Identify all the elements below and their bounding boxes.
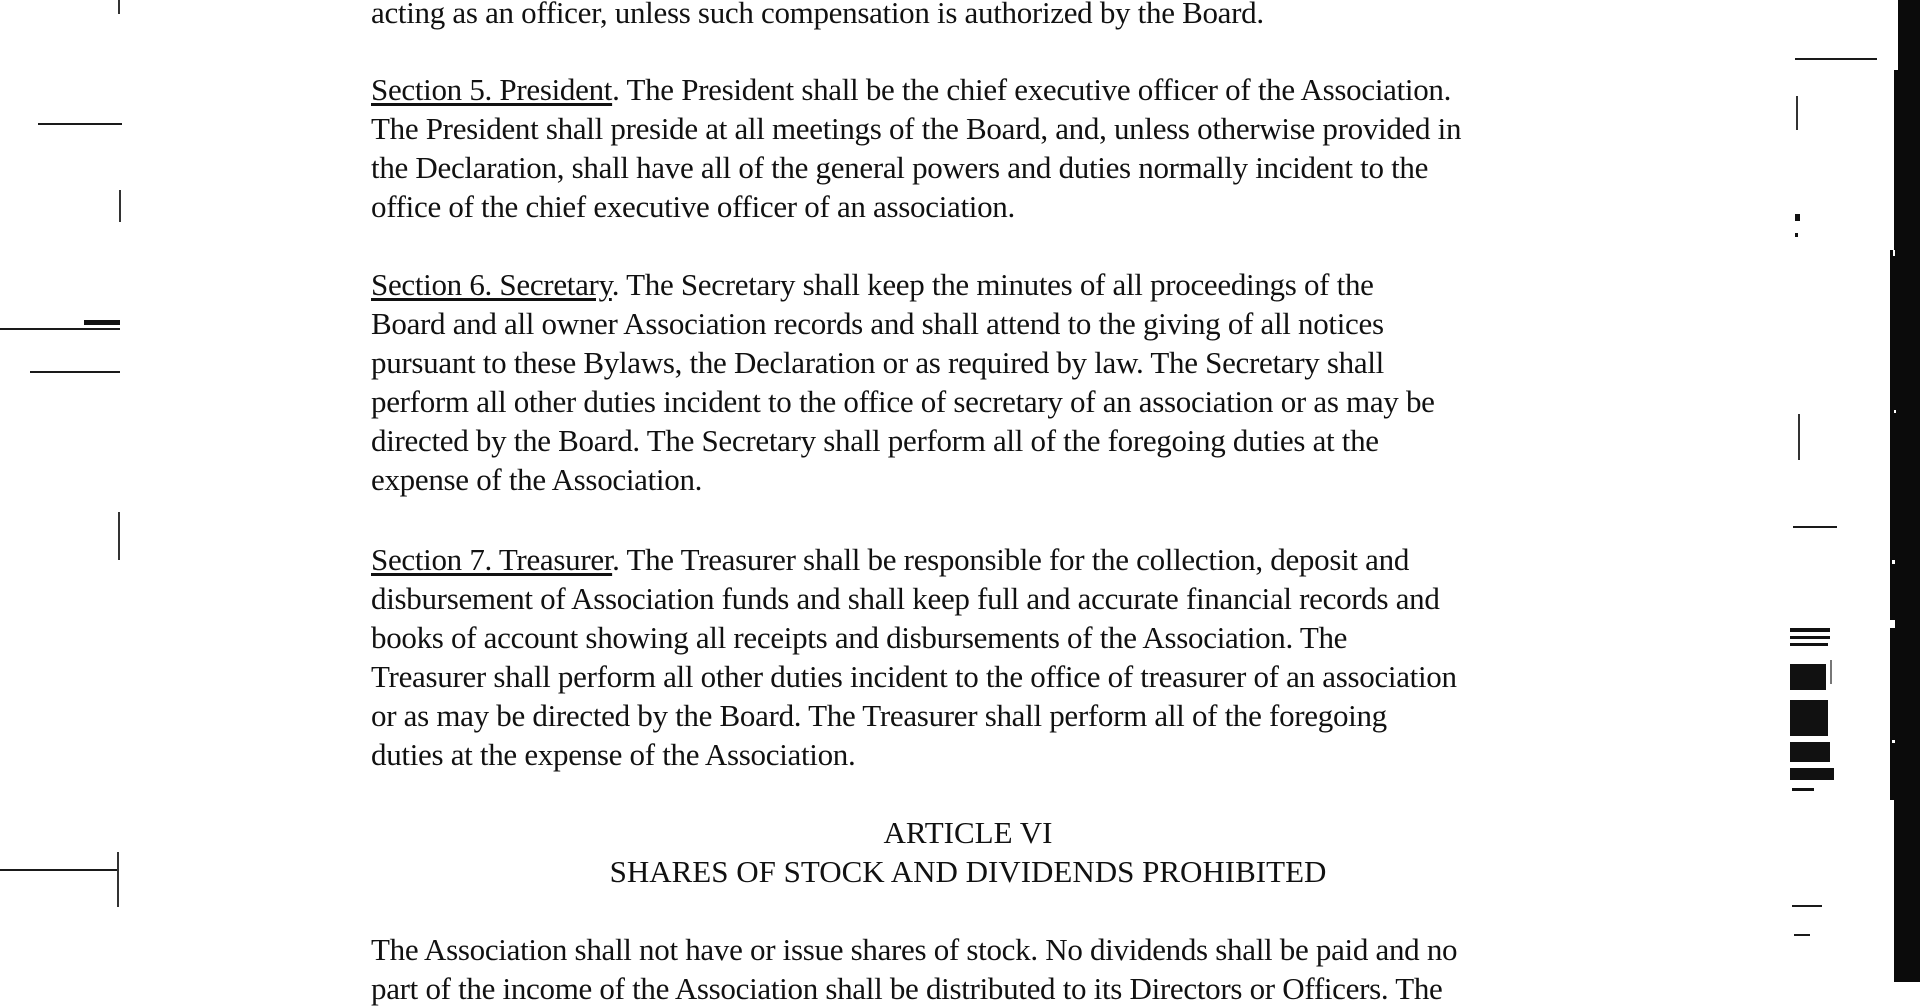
scan-mark: [1793, 526, 1837, 528]
scan-edge: [1890, 0, 1920, 982]
article-number: ARTICLE VI: [883, 815, 1053, 850]
text-line: perform all other duties incident to the office of secretary of an association or as may be: [371, 384, 1435, 419]
text-line: disbursement of Association funds and shall keep full and accurate financial records and: [371, 581, 1440, 616]
edge-speck: [1890, 70, 1894, 250]
scan-mark: [1796, 96, 1798, 130]
section-5-first-line: [371, 71, 1451, 109]
text-line: or as may be directed by the Board. The Treasurer shall perform all of the foregoing: [371, 698, 1387, 733]
text-line: part of the income of the Association shall be distributed to its Directors or Officers. The: [371, 971, 1443, 1006]
section-7-heading: Section 7. Treasurer: [371, 542, 613, 577]
edge-speck: [1894, 410, 1896, 413]
scan-mark: [118, 0, 120, 14]
scan-mark: [1790, 643, 1828, 646]
scan-mark: [84, 320, 120, 325]
scan-mark: [1790, 664, 1826, 690]
text-line: office of the chief executive officer of an association.: [371, 189, 1015, 224]
text-line: acting as an officer, unless such compensation is authorized by the Board.: [371, 0, 1264, 30]
edge-speck: [1890, 0, 1898, 70]
text-line: expense of the Association.: [371, 462, 703, 497]
scan-mark: [1798, 414, 1800, 460]
scan-mark: [1795, 233, 1798, 237]
scan-mark: [1792, 905, 1822, 907]
scan-mark: [0, 869, 118, 871]
section-5-heading: Section 5. President: [371, 72, 613, 107]
scan-mark: [1795, 58, 1877, 60]
scan-mark: [1790, 700, 1828, 736]
text-line: directed by the Board. The Secretary shall perform all of the foregoing duties at the: [371, 423, 1379, 458]
text-line: The Association shall not have or issue shares of stock. No dividends shall be paid and no: [371, 932, 1458, 967]
section-5-text: . The President shall be the chief executive officer of the Association.: [612, 72, 1452, 107]
edge-speck: [1892, 740, 1895, 743]
text-line: pursuant to these Bylaws, the Declaration or as required by law. The Secretary shall: [371, 345, 1384, 380]
scan-mark: [118, 512, 120, 560]
scan-mark: [1790, 768, 1834, 780]
section-6-text: . The Secretary shall keep the minutes of all proceedings of the: [611, 267, 1374, 302]
scan-mark: [38, 123, 122, 125]
section-7-text: . The Treasurer shall be responsible for the collection, deposit and: [612, 542, 1410, 577]
scan-mark: [1790, 628, 1830, 632]
scan-mark: [0, 328, 120, 330]
text-line: Board and all owner Association records and shall attend to the giving of all notices: [371, 306, 1384, 341]
scan-mark: [1795, 214, 1800, 221]
text-line: duties at the expense of the Association.: [371, 737, 856, 772]
text-line: Treasurer shall perform all other duties incident to the office of treasurer of an association: [371, 659, 1457, 694]
section-6-heading: Section 6. Secretary: [371, 267, 612, 302]
section-7-first-line: [371, 541, 1409, 579]
edge-speck: [1893, 250, 1895, 256]
text-line: the Declaration, shall have all of the general powers and duties normally incident to the: [371, 150, 1429, 185]
text-line: The President shall preside at all meetings of the Board, and, unless otherwise provided in: [371, 111, 1462, 146]
edge-speck: [1890, 800, 1894, 982]
edge-speck: [1890, 620, 1895, 628]
edge-speck: [1892, 560, 1895, 564]
scan-mark: [1792, 788, 1814, 791]
scan-mark: [117, 852, 119, 907]
scan-mark: [1830, 660, 1832, 684]
scan-mark: [119, 190, 121, 222]
scan-mark: [1790, 636, 1830, 639]
scan-mark: [1790, 742, 1830, 762]
scan-mark: [30, 371, 120, 373]
article-title: SHARES OF STOCK AND DIVIDENDS PROHIBITED: [609, 854, 1327, 889]
scan-mark: [1794, 934, 1810, 936]
section-6-first-line: [371, 266, 1374, 304]
text-line: books of account showing all receipts and disbursements of the Association. The: [371, 620, 1348, 655]
